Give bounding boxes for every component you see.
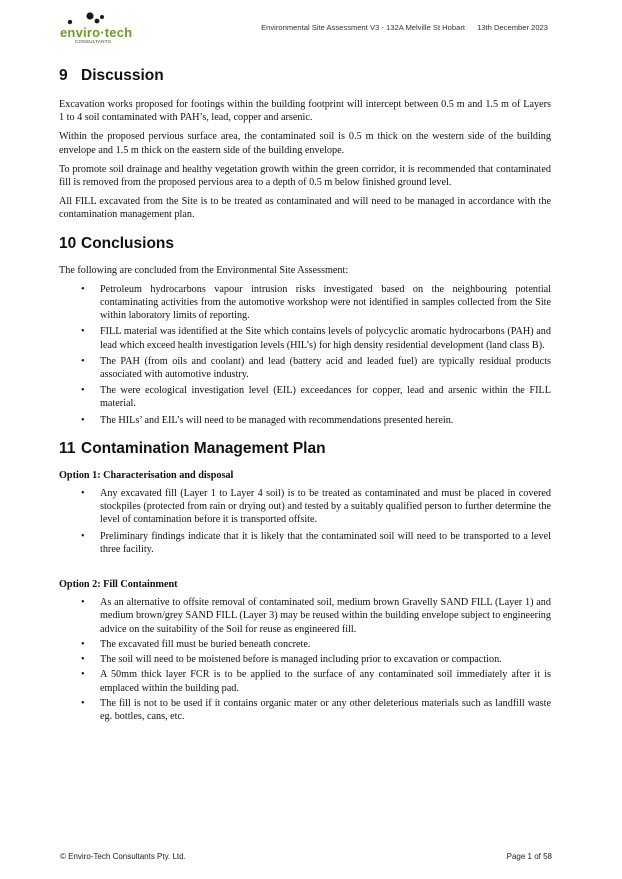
bullet-icon: • bbox=[81, 283, 85, 295]
page-footer bbox=[60, 852, 554, 864]
bullet-icon: • bbox=[81, 597, 85, 609]
bullet-icon: • bbox=[81, 654, 85, 666]
list-item bbox=[59, 530, 551, 556]
section-heading-conclusions bbox=[59, 234, 551, 254]
list-item bbox=[59, 283, 551, 323]
list-item bbox=[59, 668, 551, 694]
option-2-heading: Option 2: Fill Containment bbox=[59, 579, 178, 591]
page-header bbox=[58, 12, 556, 48]
list-item-text: The fill is not to be used if it contains organic mater or any other deleterious materials such as landfill waste eg. bottles, cans, etc. bbox=[100, 697, 551, 722]
conclusions-list bbox=[59, 283, 551, 427]
header-date: 13th December 2023 bbox=[477, 23, 548, 32]
list-item-text: A 50mm thick layer FCR is to be applied to the surface of any contaminated soil immediately after it is emplaced within the building pad. bbox=[100, 669, 551, 694]
option-1-heading: Option 1: Characterisation and disposal bbox=[59, 469, 234, 481]
list-item-text: As an alternative to offsite removal of contaminated soil, medium brown Gravelly SAND FILL (Layer 1) and medium brown/grey SAND FILL (Layer 3) may be reused within the building envelope subject to engineering advice on the suitability of the Soil for reuse as engineered fill. bbox=[100, 597, 551, 635]
discussion-paragraph: Within the proposed pervious surface area, the contaminated soil is 0.5 m thick on the western side of the building envelope and 1.5 m thick on the eastern side of the building envelope. bbox=[59, 131, 551, 156]
list-item bbox=[59, 384, 551, 410]
list-item-text: The were ecological investigation level (EIL) exceedances for copper, lead and arsenic within the FILL material. bbox=[100, 385, 551, 410]
list-item bbox=[59, 653, 551, 666]
list-item bbox=[59, 697, 551, 723]
discussion-paragraph: Excavation works proposed for footings within the building footprint will intercept between 0.5 m and 1.5 m of Layers 1 to 4 soil contaminated with PAH’s, lead, copper and arsenic. bbox=[59, 99, 551, 124]
section-title: Discussion bbox=[81, 67, 164, 84]
list-item-text: The excavated fill must be buried beneath concrete. bbox=[100, 638, 311, 650]
footer-page-number: Page 1 of 58 bbox=[506, 852, 552, 861]
discussion-paragraph: All FILL excavated from the Site is to be treated as contaminated and will need to be managed in accordance with the contamination management plan. bbox=[59, 196, 551, 221]
bullet-icon: • bbox=[81, 414, 85, 426]
option-2-list bbox=[59, 596, 551, 723]
header-doc-title: Environmental Site Assessment V3 - 132A Melville St Hobart bbox=[261, 23, 465, 32]
list-item-text: The PAH (from oils and coolant) and lead (battery acid and leaded fuel) are typically residual products associated with automotive industry. bbox=[100, 355, 551, 381]
bullet-icon: • bbox=[81, 530, 85, 542]
list-item-text: Petroleum hydrocarbons vapour intrusion risks investigated based on the neighbouring potential contaminating activities from the automotive workshop were not identified in samples collected from the Site within laboratory limits of reporting. bbox=[100, 283, 551, 322]
bullet-icon: • bbox=[81, 385, 85, 397]
section-number: 11 bbox=[59, 439, 76, 457]
bullet-icon: • bbox=[81, 488, 85, 500]
option-1-list bbox=[59, 487, 551, 556]
section-title: Conclusions bbox=[81, 234, 175, 252]
section-heading-contamination-management-plan bbox=[59, 439, 551, 459]
list-item bbox=[59, 325, 551, 351]
section-title: Contamination Management Plan bbox=[81, 439, 326, 457]
section-number: 9 bbox=[59, 67, 68, 84]
logo-wordmark: enviro·tech bbox=[60, 25, 133, 40]
header-document-info bbox=[261, 23, 548, 32]
list-item bbox=[59, 355, 551, 381]
bullet-icon: • bbox=[81, 697, 85, 709]
footer-copyright: © Enviro-Tech Consultants Pty. Ltd. bbox=[60, 852, 186, 861]
section-heading-discussion bbox=[59, 66, 551, 86]
logo-subtitle: CONSULTANTS bbox=[75, 39, 112, 44]
list-item-text: Any excavated fill (Layer 1 to Layer 4 soil) is to be treated as contaminated and must be placed in covered stockpiles (protected from rain or drying out) and tested by a suitably qualified person to further determine the level of contamination before it is transported offsite. bbox=[100, 488, 551, 526]
conclusions-intro: The following are concluded from the Environmental Site Assessment: bbox=[59, 264, 349, 276]
list-item bbox=[59, 638, 551, 651]
list-item-text: The soil will need to be moistened before is managed including prior to excavation or compaction. bbox=[100, 654, 502, 666]
bullet-icon: • bbox=[81, 355, 85, 367]
page-content bbox=[59, 60, 551, 723]
company-logo bbox=[60, 12, 133, 48]
list-item bbox=[59, 596, 551, 636]
bullet-icon: • bbox=[81, 638, 85, 650]
discussion-paragraph: To promote soil drainage and healthy vegetation growth within the green corridor, it is recommended that contaminated fill is removed from the proposed pervious area to a depth of 0.5 m below finished ground level. bbox=[59, 163, 551, 189]
list-item-text: FILL material was identified at the Site which contains levels of polycyclic aromatic hydrocarbons (PAH) and lead which exceed health investigation levels (HIL’s) for high density residential development (land class B). bbox=[100, 326, 551, 351]
bullet-icon: • bbox=[81, 326, 85, 338]
list-item-text: Preliminary findings indicate that it is likely that the contaminated soil will need to be transported to a level three facility. bbox=[100, 530, 551, 555]
section-number: 10 bbox=[59, 234, 77, 252]
list-item bbox=[59, 487, 551, 527]
bullet-icon: • bbox=[81, 669, 85, 681]
list-item-text: The HILs’ and EIL’s will need to be managed with recommendations presented herein. bbox=[100, 414, 454, 426]
list-item bbox=[59, 414, 551, 427]
